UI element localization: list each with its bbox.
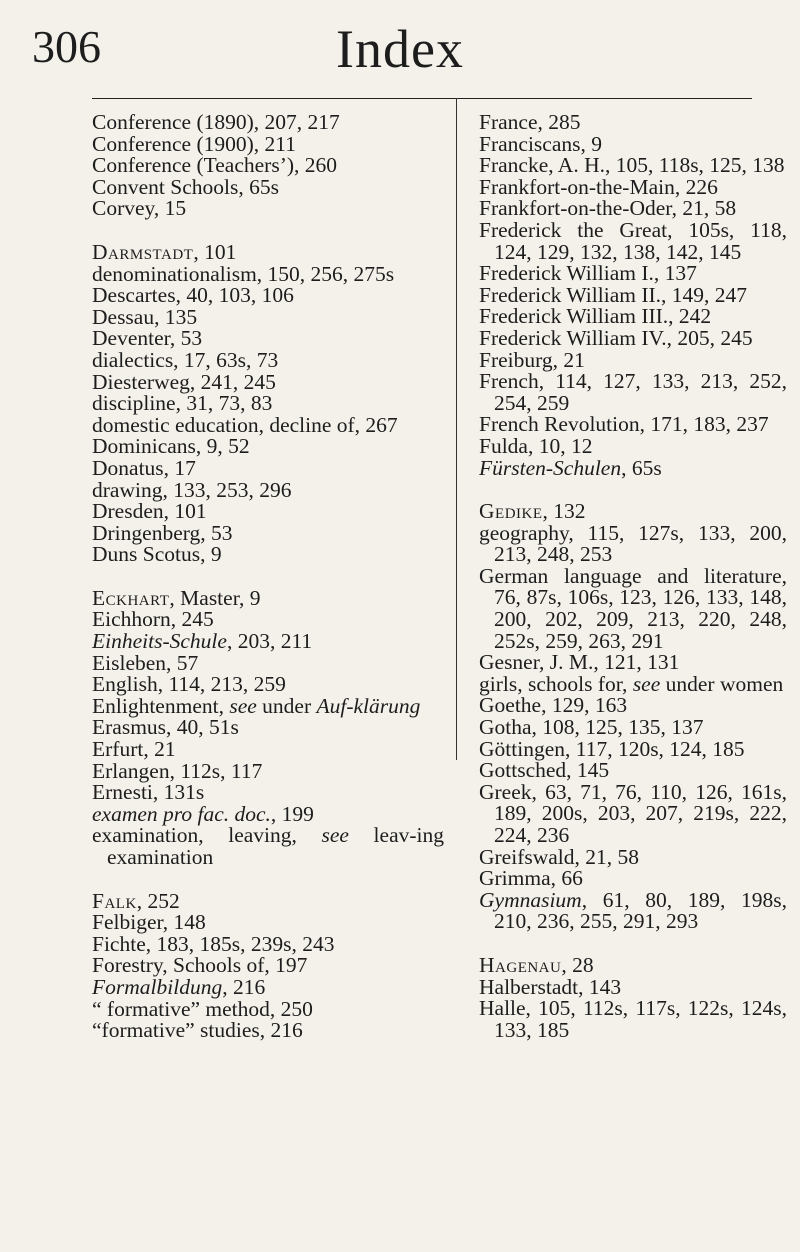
index-entry: Donatus, 17 [92, 455, 196, 480]
index-entry: Fichte, 183, 185s, 239s, 243 [92, 931, 335, 956]
index-entry: Halberstadt, 143 [479, 974, 622, 999]
page-title: Index [336, 19, 464, 79]
index-entry: Fürsten-Schulen, 65s [479, 455, 662, 480]
index-entry: Dresden, 101 [92, 499, 207, 524]
index-entry: Erasmus, 40, 51s [92, 715, 239, 740]
index-entry: domestic education, decline of, 267 [92, 412, 398, 437]
index-entry: Goethe, 129, 163 [479, 693, 628, 718]
index-entry: Deventer, 53 [92, 326, 203, 351]
index-entry: Gottsched, 145 [479, 758, 610, 783]
index-entry: Freiburg, 21 [479, 347, 585, 372]
index-entry: Conference (Teachers’), 260 [92, 153, 338, 178]
index-entry: Erfurt, 21 [92, 737, 176, 762]
index-entry: Hagenau, 28 [479, 952, 594, 977]
index-entry: French Revolution, 171, 183, 237 [479, 412, 769, 437]
index-entry: “ formative” method, 250 [92, 996, 313, 1021]
index-entry: Darmstadt, 101 [92, 239, 237, 264]
index-entry: Diesterweg, 241, 245 [92, 369, 276, 394]
index-entry: Dringenberg, 53 [92, 520, 233, 545]
index-entry: Conference (1900), 211 [92, 131, 296, 156]
page-number: 306 [32, 21, 101, 72]
index-entry: dialectics, 17, 63s, 73 [92, 347, 279, 372]
index-entry: Eisleben, 57 [92, 650, 199, 675]
index-entry: France, 285 [479, 110, 581, 134]
header-rule [92, 98, 752, 99]
index-entry: denominationalism, 150, 256, 275s [92, 261, 395, 286]
index-entry: Descartes, 40, 103, 106 [92, 283, 294, 308]
index-entry: Frederick William II., 149, 247 [479, 282, 748, 307]
index-entry: Forestry, Schools of, 197 [92, 953, 308, 978]
index-entry: Erlangen, 112s, 117 [92, 758, 263, 783]
index-entry: Gotha, 108, 125, 135, 137 [479, 715, 704, 740]
index-entry: Dominicans, 9, 52 [92, 434, 250, 459]
index-entry: drawing, 133, 253, 296 [92, 477, 292, 502]
index-entry: Convent Schools, 65s [92, 174, 279, 199]
index-entry: Einheits-Schule, 203, 211 [92, 629, 313, 654]
index-entry: Frederick William IV., 205, 245 [479, 325, 753, 350]
index-entry: Duns Scotus, 9 [92, 542, 222, 567]
index-entry: Eichhorn, 245 [92, 607, 214, 632]
index-entry: Frederick the Great, 105s, 118, 124, 129, 132, 138, 142, 145 [479, 217, 787, 264]
index-entry: English, 114, 213, 259 [92, 672, 286, 697]
index-column-left [92, 112, 444, 1042]
index-entry: Gedike, 132 [479, 499, 586, 524]
index-entry: examen pro fac. doc., 199 [92, 801, 314, 826]
index-entry: Frankfort-on-the-Oder, 21, 58 [479, 196, 737, 221]
index-entry: Greifswald, 21, 58 [479, 844, 640, 869]
index-entry: Corvey, 15 [92, 196, 187, 221]
index-entry: Grimma, 66 [479, 866, 583, 891]
index-entry: Felbiger, 148 [92, 910, 206, 935]
index-entry: Gymnasium, 61, 80, 189, 198s, 210, 236, 255, 291, 293 [479, 887, 787, 934]
column-divider [456, 98, 457, 760]
index-entry: Franciscans, 9 [479, 131, 602, 156]
index-entry: Francke, A. H., 105, 118s, 125, 138 [479, 153, 785, 178]
index-entry: Ernesti, 131s [92, 780, 205, 805]
index-entry: discipline, 31, 73, 83 [92, 391, 273, 416]
index-entry: Göttingen, 117, 120s, 124, 185 [479, 736, 745, 761]
index-entry: Formalbildung, 216 [92, 974, 266, 999]
index-entry: French, 114, 127, 133, 213, 252, 254, 259 [479, 369, 787, 415]
index-entry: Dessau, 135 [92, 304, 198, 329]
index-entry: Frankfort-on-the-Main, 226 [479, 174, 718, 199]
index-entry: geography, 115, 127s, 133, 200, 213, 248, 253 [479, 520, 787, 567]
index-entry: Fulda, 10, 12 [479, 433, 593, 458]
index-entry: Greek, 63, 71, 76, 110, 126, 161s, 189, 200s, 203, 207, 219s, 222, 224, 236 [479, 779, 787, 847]
index-entry: Enlightenment, see under Auf-klärung [92, 693, 421, 718]
index-entry: girls, schools for, see under women [479, 671, 784, 696]
index-entry: German language and literature, 76, 87s, 106s, 123, 126, 133, 148, 200, 202, 209, 213, 220, 248, 252s, 259, 263, 291 [479, 563, 787, 653]
index-column-right [479, 112, 787, 1041]
index-entry: Frederick William III., 242 [479, 304, 712, 329]
index-entry: Conference (1890), 207, 217 [92, 110, 340, 134]
index-entry: Falk, 252 [92, 888, 180, 913]
index-entry: Eckhart, Master, 9 [92, 585, 261, 610]
index-entry: Frederick William I., 137 [479, 261, 697, 286]
index-entry: “formative” studies, 216 [92, 1018, 303, 1043]
index-entry: Halle, 105, 112s, 117s, 122s, 124s, 133, 185 [479, 996, 787, 1042]
index-entry: Gesner, J. M., 121, 131 [479, 650, 680, 675]
index-entry: examination, leaving, see leav-ing examination [92, 823, 444, 869]
